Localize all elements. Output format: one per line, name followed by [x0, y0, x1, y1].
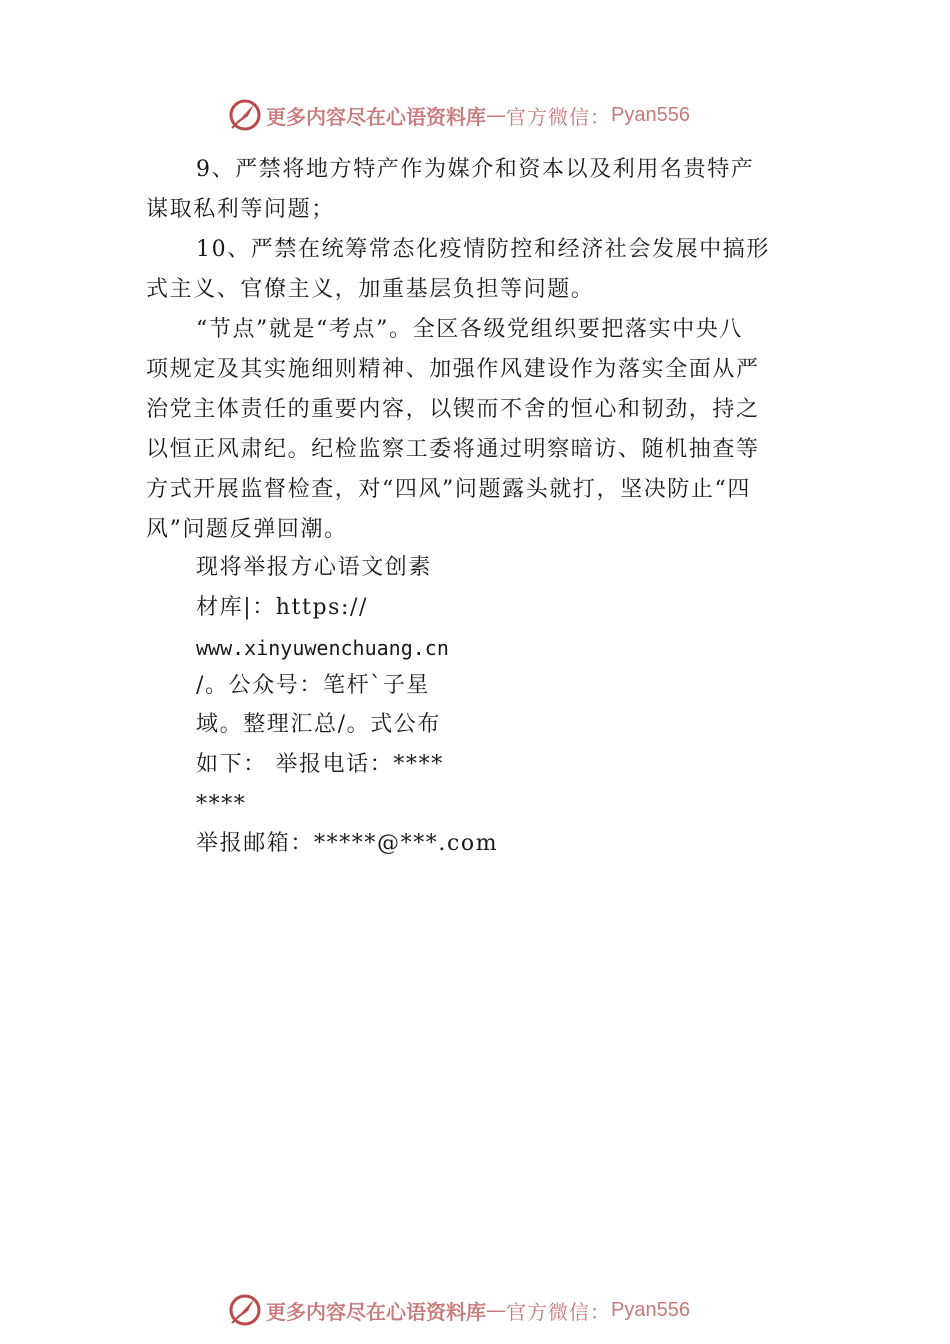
report-phone: 如下： 举报电话：****	[196, 752, 444, 777]
item9-line1: 9、严禁将地方特产作为媒介和资本以及利用名贵特产	[196, 157, 755, 182]
header-dash: —	[486, 103, 506, 127]
item10-line2: 式主义、官僚主义，加重基层负担等问题。	[146, 277, 595, 302]
paragraph-line6: 风”问题反弹回潮。	[146, 517, 348, 542]
paragraph-line1: “节点”就是“考点”。全区各级党组织要把落实中央八	[196, 317, 743, 342]
report-phone-cont: ****	[196, 792, 247, 817]
notice-url: www.xinyuwenchuang.cn	[196, 636, 449, 660]
paragraph-line2: 项规定及其实施细则精神、加强作风建设作为落实全面从严	[146, 357, 760, 382]
header-brand-text: 更多内容尽在心语资料库	[266, 104, 486, 129]
notice-line4: /。公众号：笔杆`子星	[196, 673, 431, 698]
item10-line1: 10、严禁在统筹常态化疫情防控和经济社会发展中搞形	[196, 237, 770, 262]
report-email: 举报邮箱：*****@***.com	[196, 831, 499, 856]
header-banner	[228, 95, 690, 135]
notice-line1: 现将举报方心语文创素	[196, 555, 433, 580]
paragraph-line4: 以恒正风肃纪。纪检监察工委将通过明察暗访、随机抽查等	[146, 437, 760, 462]
footer-banner	[228, 1290, 690, 1330]
header-official-text: 官方微信：	[506, 104, 611, 129]
paragraph-line5: 方式开展监督检查，对“四风”问题露头就打，坚决防止“四	[146, 477, 751, 502]
footer-brand-text: 更多内容尽在心语资料库	[266, 1299, 486, 1324]
paragraph-line3: 治党主体责任的重要内容，以锲而不舍的恒心和韧劲，持之	[146, 397, 760, 422]
notice-line5: 域。整理汇总/。式公布	[196, 712, 442, 737]
item9-line2: 谋取私利等问题；	[146, 197, 335, 222]
footer-wechat-id: Pyan556	[611, 1298, 690, 1321]
notice-line2: 材库|：https://	[196, 595, 369, 620]
footer-official-text: 官方微信：	[506, 1299, 611, 1324]
footer-dash: —	[486, 1298, 506, 1322]
header-wechat-id: Pyan556	[611, 103, 690, 126]
feather-pen-logo-icon	[228, 98, 262, 132]
feather-pen-logo-icon	[228, 1293, 262, 1327]
